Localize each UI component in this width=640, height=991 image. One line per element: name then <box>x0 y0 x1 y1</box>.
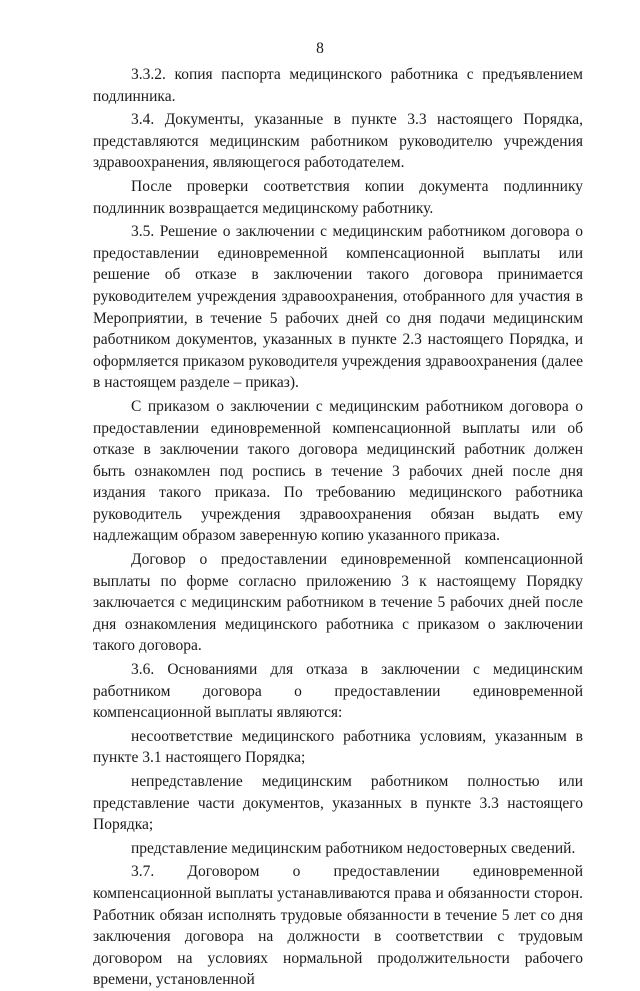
paragraph-ground-3: представление медицинским работником недостоверных сведений. <box>131 839 576 857</box>
paragraph-ground-1: несоответствие медицинского работника условиям, указанным в пункте 3.1 настоящего Порядка; <box>93 727 583 767</box>
page-number: 8 <box>316 40 324 57</box>
paragraph-3-6: 3.6. Основаниями для отказа в заключении с медицинским работником договора о предоставлении единовременной компенсационной выплаты являются: <box>93 661 583 722</box>
document-body <box>93 64 583 991</box>
paragraph-3-5: 3.5. Решение о заключении с медицинским работником договора о предоставлении единовременной компенсационной выплаты или решение об отказе в заключении такого договора принимается руководителем учреждения здравоохранения, отобранного для участия в Мероприятии, в течение 5 рабочих дней со дня подачи медицинским работником документов, указанных в пункте 2.3 настоящего Порядка, и оформляется приказом руководителя учреждения здравоохранения (далее в настоящем разделе – приказ). <box>93 223 583 392</box>
paragraph-3-3-2: 3.3.2. копия паспорта медицинского работника с предъявлением подлинника. <box>93 66 583 105</box>
paragraph-after-check: После проверки соответствия копии документа подлиннику подлинник возвращается медицинскому работнику. <box>93 177 583 217</box>
paragraph-contract-form: Договор о предоставлении единовременной компенсационной выплаты по форме согласно приложению 3 к настоящему Порядку заключается с медицинским работником в течение 5 рабочих дней после дня ознакомления медицинского работника с приказом о заключении такого договора. <box>93 551 583 655</box>
paragraph-3-4: 3.4. Документы, указанные в пункте 3.3 настоящего Порядка, представляются медицинским работником руководителю учреждения здравоохранения, являющегося работодателем. <box>93 111 583 172</box>
paragraph-order-familiarization: С приказом о заключении с медицинским работником договора о предоставлении единовременной компенсационной выплаты или об отказе в заключении такого договора медицинский работник должен быть ознакомлен под роспись в течение 3 рабочих дней после дня издания такого приказа. По требованию медицинского работника руководитель учреждения здравоохранения обязан выдать ему надлежащим образом заверенную копию указанного приказа. <box>93 397 583 545</box>
paragraph-ground-2: непредставление медицинским работником полностью или представление части документов, указанных в пункте 3.3 настоящего Порядка; <box>93 773 583 834</box>
paragraph-3-7: 3.7. Договором о предоставлении единовременной компенсационной выплаты устанавливаются права и обязанности сторон. Работник обязан исполнять трудовые обязанности в течение 5 лет со дня заключения договора на должности в соответствии с трудовым договором на условиях нормальной продолжительности рабочего времени, установленной <box>93 863 583 989</box>
